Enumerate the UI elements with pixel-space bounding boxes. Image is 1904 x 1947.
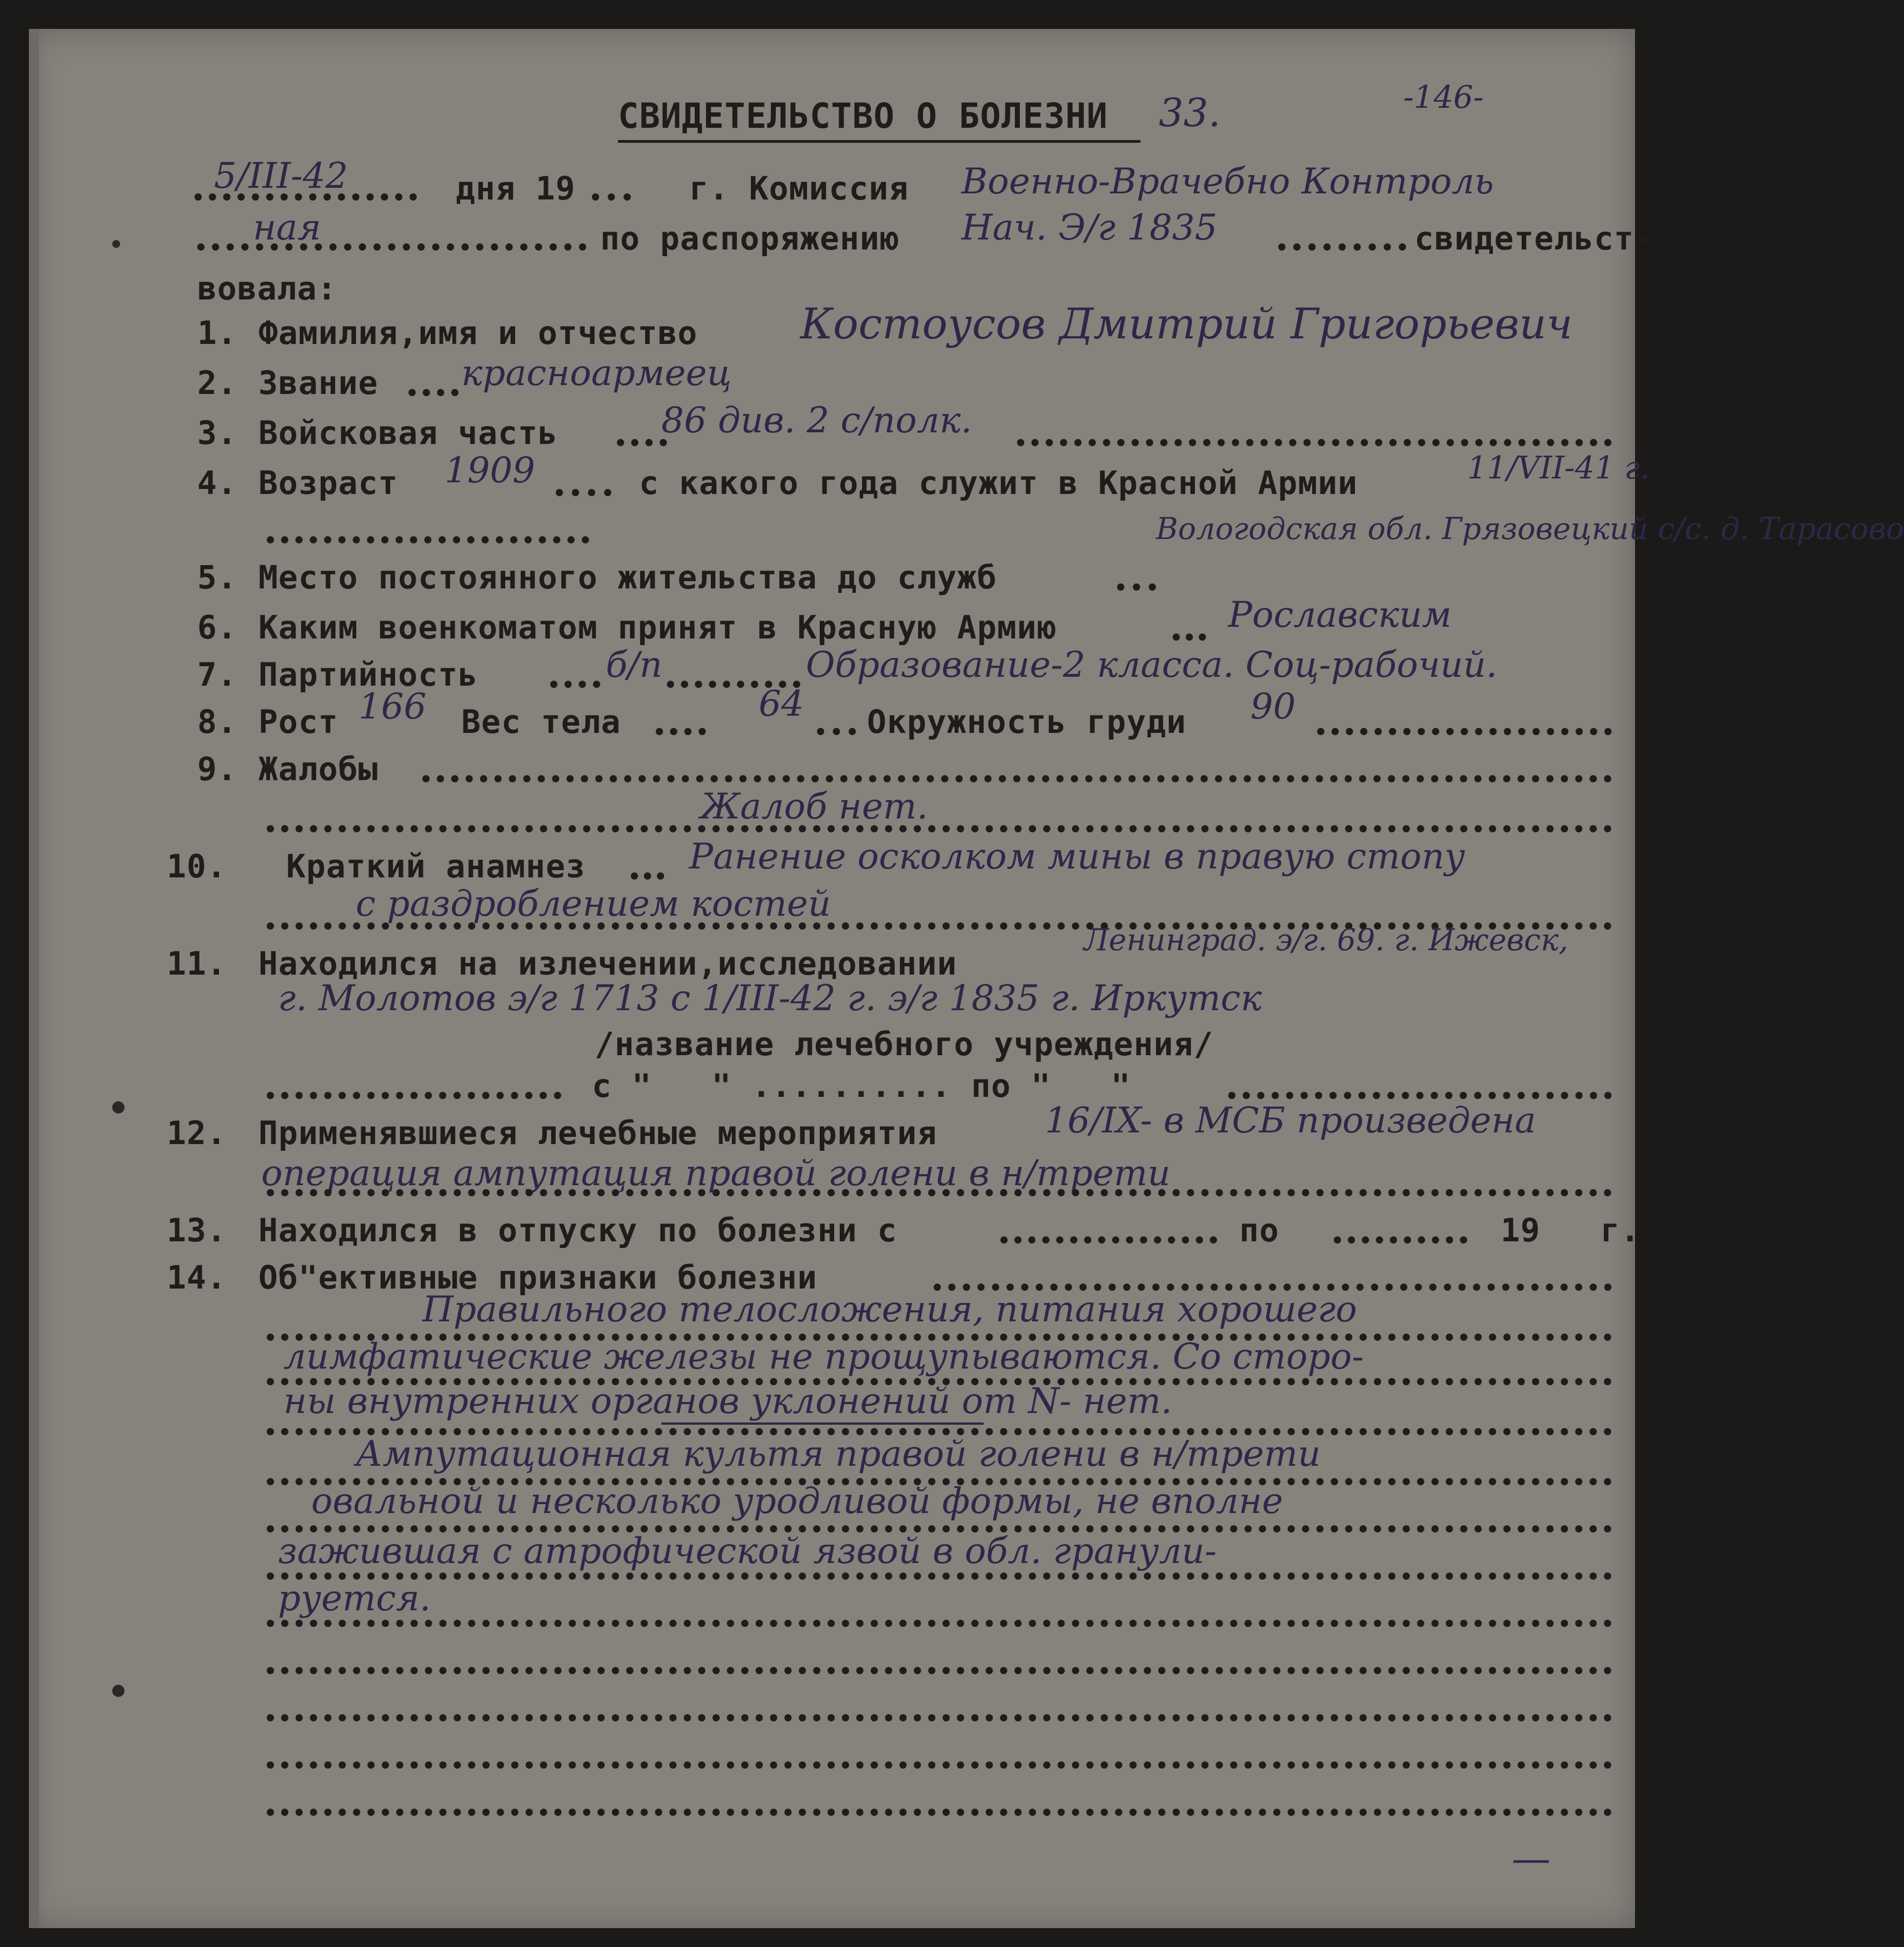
dotted-leader	[556, 489, 611, 496]
field-value-unit: 86 див. 2 с/полк.	[661, 400, 973, 441]
dotted-leader	[550, 681, 600, 688]
dotted-leader	[408, 389, 458, 396]
title-underline	[618, 140, 1140, 143]
field-label-service-start: с какого года служит в Красной Армии	[639, 464, 1358, 502]
field-label-weight: Вес тела	[461, 703, 621, 741]
field-number: 1.	[197, 314, 237, 352]
field-label-sick-leave: Находился в отпуску по болезни с	[258, 1211, 898, 1249]
field-label-complaints: Жалобы	[258, 750, 378, 788]
dotted-leader	[1000, 1236, 1217, 1244]
field-value-enlistment-office: Рославским	[1228, 595, 1452, 636]
dotted-leader	[817, 728, 856, 735]
objective-note-line: Ампутационная культя правой голени в н/трети	[356, 1434, 1321, 1475]
punch-hole	[112, 1685, 124, 1697]
field-value-name: Костоусов Дмитрий Григорьевич	[800, 299, 1573, 348]
document-title: СВИДЕТЕЛЬСТВО О БОЛЕЗНИ	[618, 96, 1108, 136]
certified-text: свидетельст-	[1414, 219, 1654, 257]
field-label-residence: Место постоянного жительства до служб	[258, 558, 998, 596]
dotted-leader	[1317, 728, 1612, 735]
field-value-complaints: Жалоб нет.	[700, 786, 928, 827]
punch-hole	[112, 1101, 124, 1114]
handwritten-underline	[661, 1422, 984, 1425]
commission-label: г. Комиссия	[689, 169, 909, 207]
objective-note-line: ны внутренних органов уклонений от N- нет.	[283, 1381, 1173, 1422]
field-number: 6.	[197, 608, 237, 646]
field-number: 7.	[197, 656, 237, 693]
punch-hole	[112, 240, 120, 248]
dotted-leader	[1117, 583, 1156, 591]
field-number: 13.	[167, 1211, 227, 1249]
treatment-dates: с " " .......... по " "	[592, 1067, 1131, 1105]
field-label-chest: Окружность груди	[867, 703, 1187, 741]
dotted-leader	[592, 193, 631, 201]
field-label-name: Фамилия,имя и отчество	[258, 314, 698, 352]
field-value-measures: 16/IX- в МСБ произведена	[1045, 1100, 1536, 1141]
page-number: -146-	[1403, 79, 1484, 116]
order-label: по распоряжению	[600, 219, 900, 257]
field-label-unit: Войсковая часть	[258, 414, 558, 452]
field-label-objective-signs: Об"ективные признаки болезни	[258, 1259, 818, 1296]
field-number: 5.	[197, 558, 237, 596]
field-number: 8.	[197, 703, 237, 741]
field-label-rank: Звание	[258, 364, 378, 402]
objective-note-line: лимфатические железы не прощупываются. Со сторо-	[283, 1336, 1364, 1377]
field-value-education: Образование-2 класса. Соц-рабочий.	[806, 645, 1498, 686]
dotted-leader	[267, 1761, 1612, 1769]
field-value-chest: 90	[1250, 686, 1296, 727]
dotted-leader	[267, 536, 589, 543]
objective-note-line: овальной и несколько уродливой формы, не вполне	[311, 1481, 1283, 1522]
dotted-leader	[1228, 1092, 1612, 1099]
field-value-measures-line2: операция ампутация правой голени в н/трети	[261, 1153, 1170, 1194]
field-value-weight: 64	[759, 683, 804, 725]
dotted-leader	[1278, 243, 1406, 251]
commission-name-handwritten-cont: ная	[253, 207, 321, 248]
commission-name-handwritten: Военно-Врачебно Контроль	[961, 161, 1494, 202]
field-number: 10.	[167, 847, 227, 885]
dotted-leader	[1017, 439, 1612, 446]
dotted-leader	[422, 775, 1612, 782]
field-label-enlistment-office: Каким военкоматом принят в Красную Армию	[258, 608, 1057, 646]
field-label-party: Партийность	[258, 656, 479, 693]
dotted-leader	[267, 1092, 561, 1099]
certified-text-cont: вовала:	[197, 269, 337, 307]
dotted-leader	[267, 1714, 1612, 1721]
date-handwritten: 5/III-42	[214, 156, 348, 197]
day-text: дня 19	[456, 169, 576, 207]
dotted-leader	[617, 439, 667, 446]
dotted-leader	[267, 1572, 1612, 1580]
objective-note-line: руется.	[278, 1578, 431, 1619]
field-value-height: 166	[358, 686, 427, 727]
field-value-anamnesis-line2: с раздроблением костей	[356, 883, 831, 925]
field-number: 14.	[167, 1259, 227, 1296]
dotted-leader	[1173, 633, 1206, 641]
dotted-leader	[267, 1809, 1612, 1816]
field-value-treatment-place-line2: г. Молотов э/г 1713 с 1/III-42 г. э/г 1835 г. Иркутск	[278, 978, 1262, 1019]
field-number: 3.	[197, 414, 237, 452]
field-value-anamnesis: Ранение осколком мины в правую стопу	[689, 836, 1466, 877]
sheet-edge	[29, 29, 39, 1928]
dotted-leader	[267, 1189, 1612, 1196]
signature-mark: —	[1512, 1836, 1551, 1881]
dotted-leader	[1334, 1236, 1467, 1244]
dotted-leader	[267, 825, 1612, 832]
field-value-residence: Вологодская обл. Грязовецкий с/с. д. Тарасово	[1156, 511, 1904, 546]
dotted-leader	[631, 872, 664, 880]
field-label-anamnesis: Краткий анамнез	[286, 847, 586, 885]
objective-note-line: Правильного телосложения, питания хорошего	[422, 1289, 1357, 1330]
dotted-leader	[267, 1620, 1612, 1627]
field-value-service-start: 11/VII-41 г.	[1467, 450, 1650, 486]
field-label-age: Возраст	[258, 464, 398, 502]
field-value-party: б/п	[606, 645, 662, 686]
field-label-measures: Применявшиеся лечебные мероприятия	[258, 1114, 938, 1152]
dotted-leader	[656, 728, 706, 735]
field-number: 9.	[197, 750, 237, 788]
institution-caption: /название лечебного учреждения/	[595, 1025, 1214, 1063]
field-value-age: 1909	[445, 450, 535, 491]
field-label-height: Рост	[258, 703, 338, 741]
dotted-leader	[267, 1667, 1612, 1674]
order-handwritten: Нач. Э/г 1835	[961, 207, 1218, 248]
sick-leave-year: 19 г.	[1501, 1211, 1641, 1249]
field-value-treatment-place: Ленинград. э/г. 69. г. Ижевск,	[1084, 922, 1568, 957]
field-number: 11.	[167, 945, 227, 982]
objective-note-line: зажившая с атрофической язвой в обл. гранули-	[278, 1531, 1217, 1572]
sick-leave-to: по	[1239, 1211, 1279, 1249]
field-number: 4.	[197, 464, 237, 502]
title-number: 33.	[1159, 90, 1221, 136]
field-number: 12.	[167, 1114, 227, 1152]
field-value-rank: красноармеец	[461, 353, 732, 394]
field-number: 2.	[197, 364, 237, 402]
field-label-treatment: Находился на излечении,исследовании	[258, 945, 958, 982]
